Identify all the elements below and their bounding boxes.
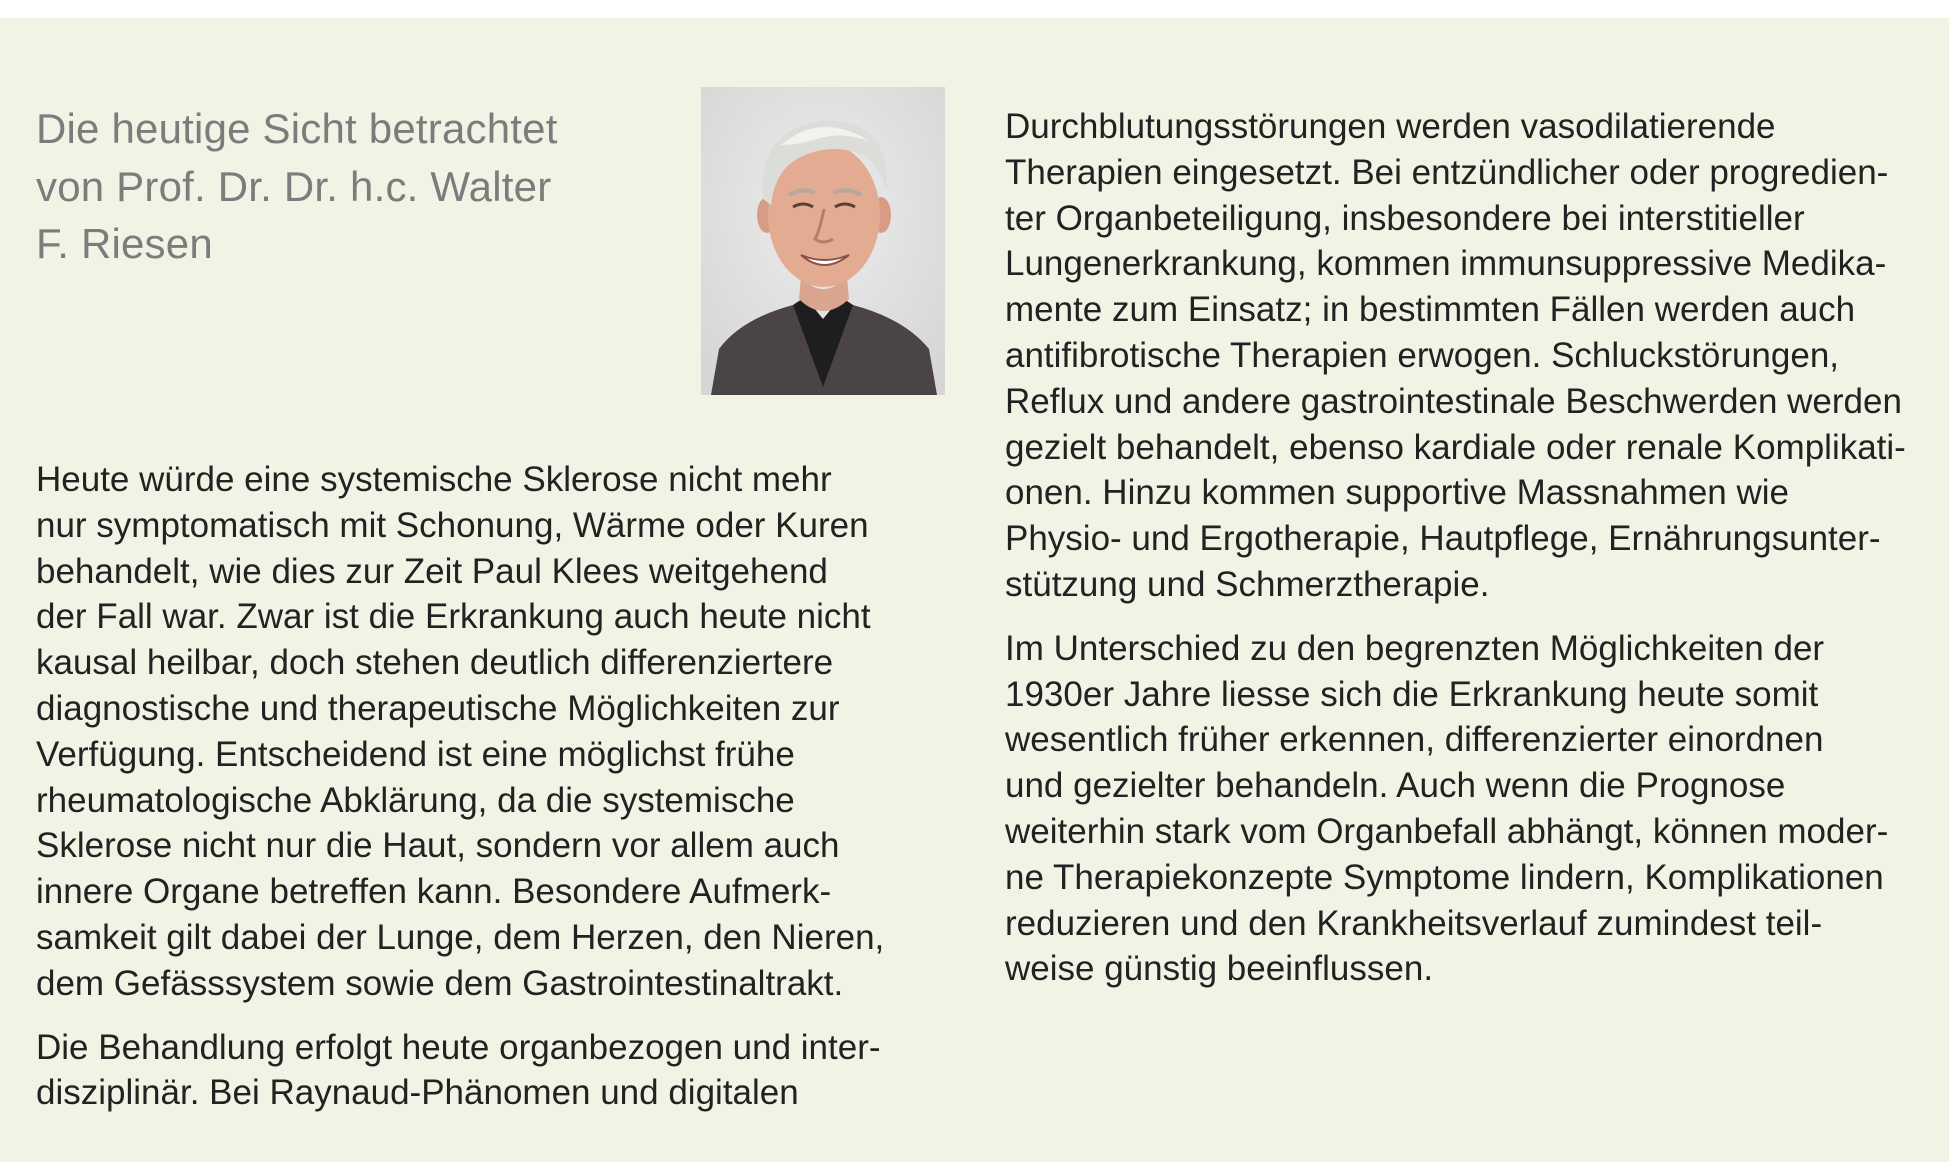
text-line: Verfügung. Entscheidend ist eine möglichst frühe xyxy=(36,734,795,774)
text-line: mente zum Einsatz; in bestimmten Fällen werden auch xyxy=(1005,290,1856,330)
text-line: gezielt behandelt, ebenso kardiale oder renale Komplikati- xyxy=(1005,427,1906,467)
text-line: behandelt, wie dies zur Zeit Paul Klees weitgehend xyxy=(36,551,828,591)
text-line: Im Unterschied zu den begrenzten Möglichkeiten der xyxy=(1005,628,1825,668)
paragraph xyxy=(36,457,884,1007)
heading-line: von Prof. Dr. Dr. h.c. Walter xyxy=(36,162,552,210)
text-line: 1930er Jahre liesse sich die Erkrankung heute somit xyxy=(1005,674,1819,714)
text-line: diagnostische und therapeutische Möglichkeiten zur xyxy=(36,688,840,728)
text-line: Durchblutungsstörungen werden vasodilatierende xyxy=(1005,107,1776,146)
text-line: weiterhin stark vom Organbefall abhängt, können moder- xyxy=(1005,811,1889,851)
heading-line: Die heutige Sicht betrachtet xyxy=(36,105,558,152)
text-line: und gezielter behandeln. Auch wenn die Prognose xyxy=(1005,766,1786,806)
text-line: wesentlich früher erkennen, differenzierter einordnen xyxy=(1005,720,1824,760)
text-line: innere Organe betreffen kann. Besondere Aufmerk- xyxy=(36,872,832,912)
text-line: Die Behandlung erfolgt heute organbezogen und inter- xyxy=(36,1027,881,1067)
left-column xyxy=(36,457,884,1116)
paragraph xyxy=(1005,104,1906,608)
text-line: Heute würde eine systemische Sklerose nicht mehr xyxy=(36,460,832,499)
text-line: ne Therapiekonzepte Symptome lindern, Komplikationen xyxy=(1005,857,1884,897)
text-line: Physio- und Ergotherapie, Hautpflege, Ernährungsunter- xyxy=(1005,519,1881,559)
text-line: antifibrotische Therapien erwogen. Schluckstörungen, xyxy=(1005,335,1840,375)
heading-line: F. Riesen xyxy=(36,220,213,267)
text-line: rheumatologische Abklärung, da die systemische xyxy=(36,780,795,820)
right-column xyxy=(1005,104,1906,992)
text-line: dem Gefässsystem sowie dem Gastrointestinaltrakt. xyxy=(36,963,844,1003)
text-line: der Fall war. Zwar ist die Erkrankung auch heute nicht xyxy=(36,597,871,637)
article-heading xyxy=(36,100,676,273)
article-panel xyxy=(0,18,1949,1162)
text-line: weise günstig beeinflussen. xyxy=(1005,949,1434,989)
text-line: reduzieren und den Krankheitsverlauf zumindest teil- xyxy=(1005,903,1823,943)
text-line: Therapien eingesetzt. Bei entzündlicher oder progredien- xyxy=(1005,152,1889,192)
text-line: Lungenerkrankung, kommen immunsuppressive Medika- xyxy=(1005,244,1887,284)
text-line: stützung und Schmerztherapie. xyxy=(1005,564,1490,604)
text-line: disziplinär. Bei Raynaud-Phänomen und digitalen xyxy=(36,1073,799,1113)
text-line: kausal heilbar, doch stehen deutlich differenziertere xyxy=(36,643,834,683)
text-line: Sklerose nicht nur die Haut, sondern vor allem auch xyxy=(36,826,840,866)
author-portrait xyxy=(701,87,945,395)
text-line: Reflux und andere gastrointestinale Beschwerden werden xyxy=(1005,381,1902,421)
portrait-illustration xyxy=(701,87,945,395)
text-line: ter Organbeteiligung, insbesondere bei interstitieller xyxy=(1005,198,1805,238)
paragraph xyxy=(36,1025,884,1117)
text-line: onen. Hinzu kommen supportive Massnahmen wie xyxy=(1005,473,1789,513)
paragraph xyxy=(1005,626,1906,992)
text-line: samkeit gilt dabei der Lunge, dem Herzen, den Nieren, xyxy=(36,917,885,957)
text-line: nur symptomatisch mit Schonung, Wärme oder Kuren xyxy=(36,505,869,545)
